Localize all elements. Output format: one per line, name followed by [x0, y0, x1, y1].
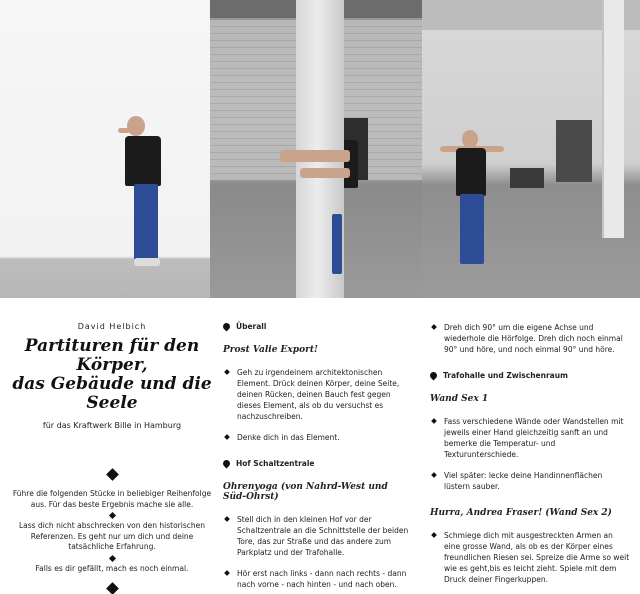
- list-item: Viel später: lecke deine Handinnenflächen lüstern sauber.: [430, 470, 630, 492]
- location-heading: Trafohalle und Zwischenraum: [430, 371, 630, 380]
- photo-man-hugging-pillar: [210, 0, 422, 298]
- diamond-icon: [106, 468, 119, 481]
- list-item: Geh zu irgendeinem architektonischen Element. Drück deinen Körper, deine Seite, deinen Rücken, deinen Bauch fest gegen dieses Element, als ob du versuchst es nachzuschreiben.: [223, 367, 413, 422]
- page-title: Partituren für den Körper, das Gebäude und die Seele: [12, 336, 212, 413]
- diamond-icon: [108, 512, 115, 519]
- list-item: Denke dich in das Element.: [223, 432, 413, 443]
- subtitle: für das Kraftwerk Bille in Hamburg: [42, 421, 182, 430]
- list-item: Dreh dich 90° um die eigene Achse und wiederhole die Hörfolge. Dreh dich noch einmal 90° und höre, und noch einmal 90° und höre.: [430, 322, 630, 355]
- piece-title: Ohrenyoga (von Nahrd-West und Süd-Ohrst): [223, 482, 388, 502]
- list-item: Schmiege dich mit ausgestreckten Armen an eine grosse Wand, als ob es der Körper eines freundlichen Riesen sei. Spreize die Arme so weit wie es geht,bis es leicht zieht. Spiele mit dem Druck deiner Fingerkuppen.: [430, 530, 630, 585]
- diamond-bullet-icon: [431, 532, 437, 538]
- list-item: Fass verschiedene Wände oder Wandstellen mit jeweils einer Hand gleichzeitig sanft an und bemerke die Temperatur- und Texturunterschiede.: [430, 416, 630, 460]
- photo-man-arms-outstretched: [422, 0, 640, 298]
- diamond-bullet-icon: [431, 418, 437, 424]
- location-heading: Hof Schaltzentrale: [223, 459, 413, 468]
- location-pin-icon: [429, 371, 439, 381]
- intro-column: [12, 322, 212, 593]
- piece-title: Wand Sex 1: [430, 394, 489, 404]
- diamond-bullet-icon: [224, 570, 230, 576]
- diamond-bullet-icon: [224, 434, 230, 440]
- intro-paragraph: Falls es dir gefällt, mach es noch einmal.: [35, 563, 189, 573]
- diamond-bullet-icon: [224, 369, 230, 375]
- photo-man-against-white-wall: [0, 0, 210, 298]
- location-heading: Überall: [223, 322, 413, 331]
- diamond-icon: [108, 554, 115, 561]
- location-pin-icon: [222, 459, 232, 469]
- diamond-bullet-icon: [431, 472, 437, 478]
- score-column-2: [223, 322, 413, 594]
- location-pin-icon: [222, 322, 232, 332]
- score-column-3: [430, 322, 630, 594]
- author-name: David Helbich: [77, 322, 147, 331]
- piece-title: Prost Valie Export!: [223, 345, 318, 355]
- list-item: Stell dich in den kleinen Hof vor der Schaltzentrale an die Schnittstelle der beiden Tore, das zur Straße und das andere zum Parkplatz und der Trafohalle.: [223, 514, 413, 558]
- diamond-bullet-icon: [224, 516, 230, 522]
- intro-paragraph: Führe die folgenden Stücke in beliebiger Reihenfolge aus. Für das beste Ergebnis mache sie alle.: [12, 489, 212, 509]
- intro-paragraph: Lass dich nicht abschrecken von den historischen Referenzen. Es geht nur um dich und deine tatsächliche Erfahrung.: [18, 521, 205, 551]
- list-item: Hör erst nach links - dann nach rechts - dann nach vorne - nach hinten - und nach oben.: [223, 568, 413, 590]
- diamond-icon: [106, 582, 119, 594]
- diamond-bullet-icon: [431, 324, 437, 330]
- piece-title: Hurra, Andrea Fraser! (Wand Sex 2): [430, 508, 612, 518]
